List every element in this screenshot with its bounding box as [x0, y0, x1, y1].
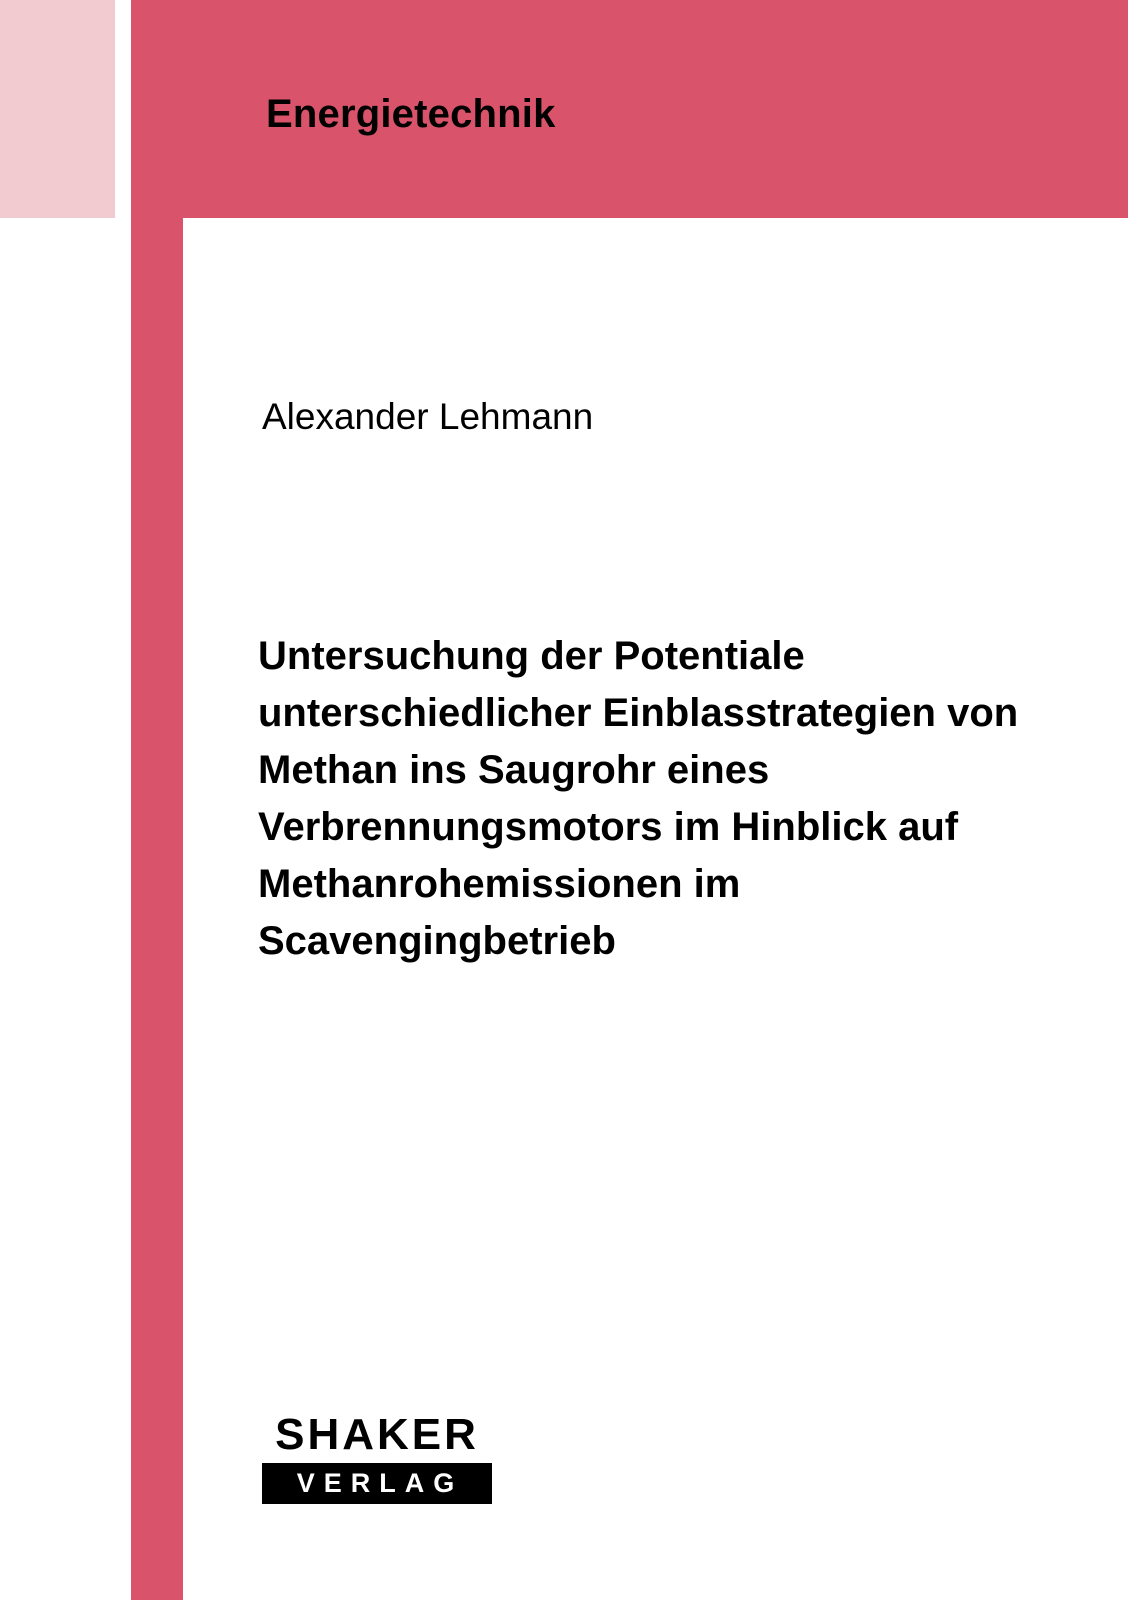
corner-accent-block	[0, 0, 115, 218]
series-title: Energietechnik	[266, 92, 556, 136]
publisher-name: SHAKER	[275, 1410, 479, 1459]
publisher-logo	[262, 1410, 492, 1504]
spine-stripe	[131, 0, 183, 1600]
book-title: Untersuchung der Potentiale unterschiedlicher Einblasstrategien von Methan ins Saugrohr eines Verbrennungsmotors im Hinblick auf Methanrohemissionen im Scavengingbetrieb	[258, 634, 1019, 963]
publisher-imprint: VERLAG	[262, 1463, 492, 1504]
author-name: Alexander Lehmann	[262, 396, 594, 437]
